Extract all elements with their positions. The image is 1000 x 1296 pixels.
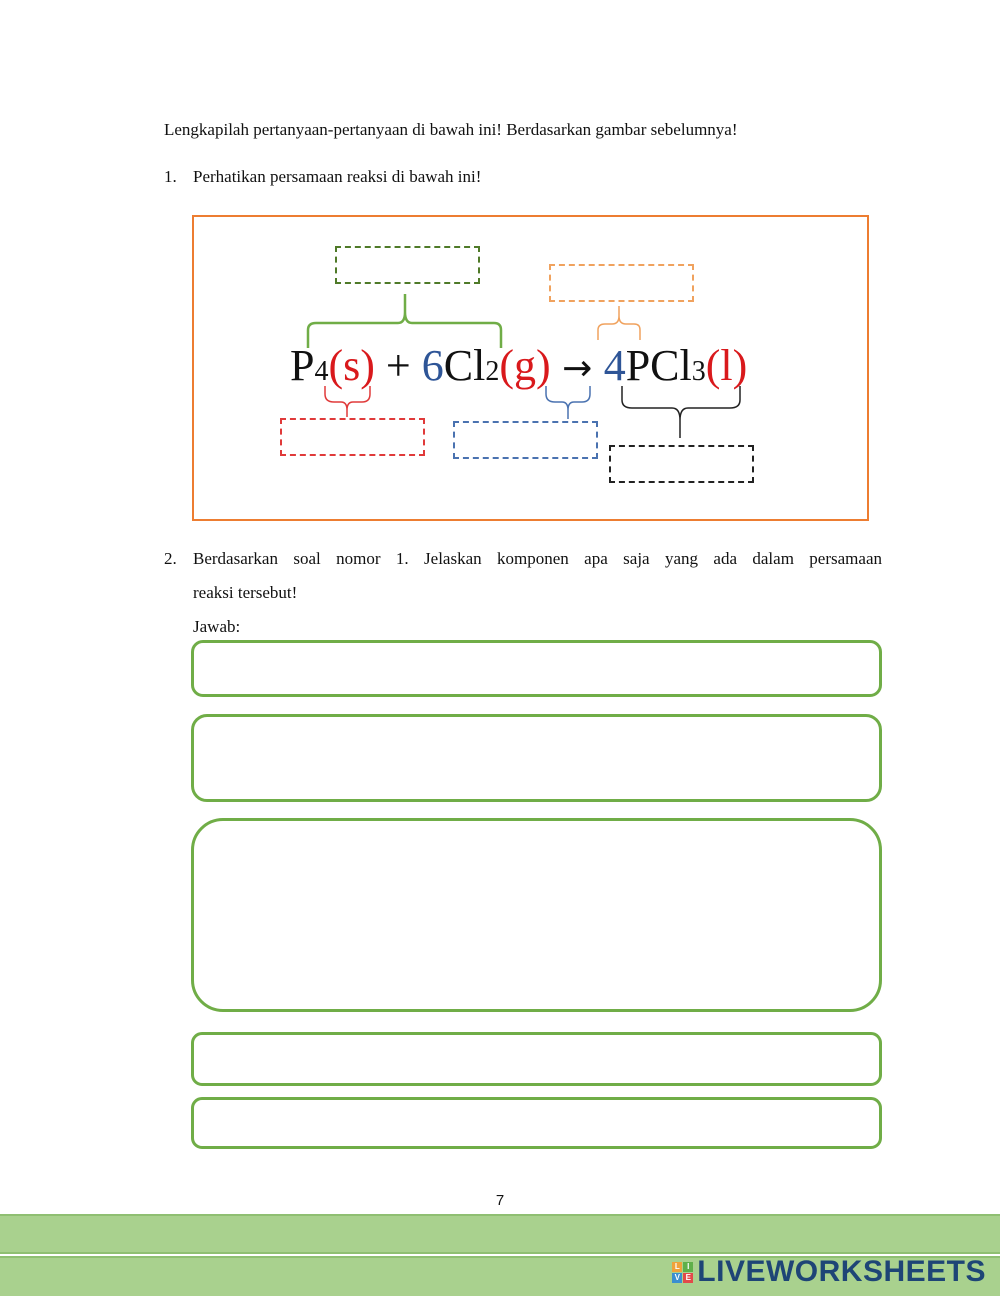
liveworksheets-logo [672, 1254, 986, 1290]
eq-phosphorus: P [290, 341, 315, 390]
eq-phosphorus-subscript: 4 [314, 356, 329, 387]
eq-state-liquid: (l) [705, 341, 748, 390]
answer-field-5[interactable] [191, 1097, 882, 1149]
answer-field-1[interactable] [191, 640, 882, 697]
question-1-text: Perhatikan persamaan reaksi di bawah ini! [193, 167, 482, 186]
question-2-number: 2. [164, 549, 177, 568]
eq-plus: + [374, 341, 422, 390]
orange-brace [598, 306, 640, 340]
page-number: 7 [495, 1192, 505, 1209]
answer-field-3[interactable] [191, 818, 882, 1012]
question-2-line-2: reaksi tersebut! [193, 583, 298, 602]
question-1-number: 1. [164, 167, 177, 186]
eq-state-solid: (s) [328, 341, 375, 390]
eq-state-gas: (g) [499, 341, 551, 390]
instruction-text: Lengkapilah pertanyaan-pertanyaan di bawah ini! Berdasarkan gambar sebelumnya! [164, 120, 738, 139]
question-2-line-1: Berdasarkan soal nomor 1. Jelaskan komponen apa saja yang ada dalam persamaan [193, 549, 882, 568]
eq-arrow: → [550, 348, 604, 389]
answer-field-2[interactable] [191, 714, 882, 802]
eq-pcl: PCl [625, 341, 692, 390]
eq-chlorine: Cl [443, 341, 486, 390]
brand-name: LIVEWORKSHEETS [697, 1255, 986, 1288]
eq-coefficient-6: 6 [421, 341, 444, 390]
eq-chlorine-subscript: 2 [485, 356, 500, 387]
logo-letter-e: E [683, 1273, 693, 1283]
eq-pcl-subscript: 3 [691, 356, 706, 387]
brace-lines [0, 0, 1000, 560]
eq-coefficient-4: 4 [603, 341, 626, 390]
reaction-equation [290, 338, 747, 400]
answer-field-4[interactable] [191, 1032, 882, 1086]
logo-letter-i: I [683, 1262, 693, 1272]
answer-label: Jawab: [193, 617, 241, 636]
logo-letter-v: V [672, 1273, 682, 1283]
logo-letter-l: L [672, 1262, 682, 1272]
footer-band-top [0, 1214, 1000, 1254]
logo-squares-icon [672, 1262, 693, 1283]
